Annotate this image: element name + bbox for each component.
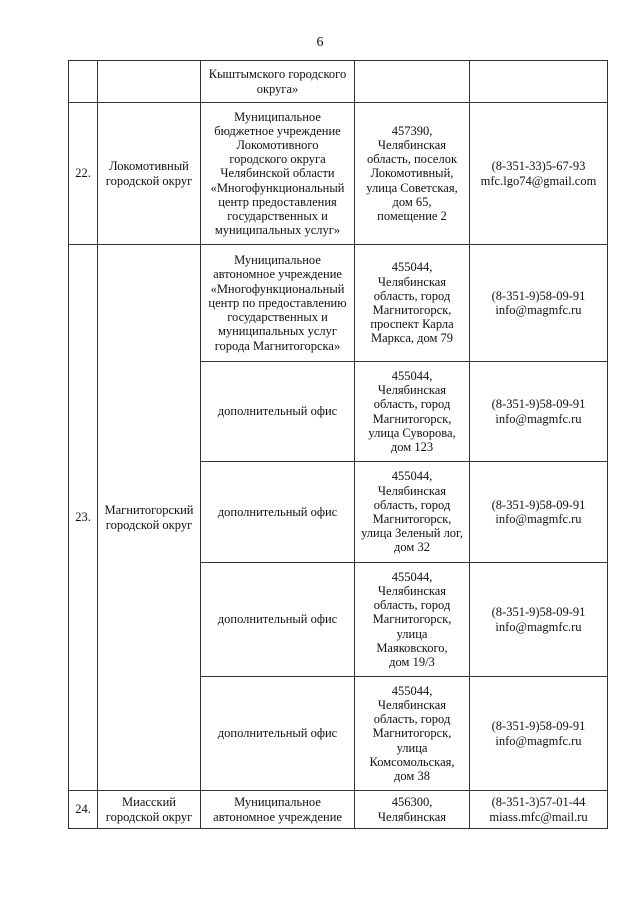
table-row	[69, 245, 608, 362]
organization-cell: дополнительный офис	[201, 563, 355, 677]
address-cell: 455044, Челябинская область, город Магнитогорск, улица Комсомольская, дом 38	[355, 677, 470, 791]
address-cell: 457390, Челябинская область, поселок Локомотивный, улица Советская, дом 65, помещение 2	[355, 103, 470, 245]
contacts-cell: (8-351-9)58-09-91 info@magmfc.ru	[470, 362, 608, 462]
row-number: 22.	[69, 103, 98, 245]
district-cell	[98, 61, 201, 103]
row-number: 24.	[69, 791, 98, 829]
organization-cell: дополнительный офис	[201, 677, 355, 791]
table-row	[69, 61, 608, 103]
organization-cell: дополнительный офис	[201, 462, 355, 563]
organization-cell: Муниципальное бюджетное учреждение Локомотивного городского округа Челябинской области «Многофункциональный центр предоставления государственных и муниципальных услуг»	[201, 103, 355, 245]
mfc-table	[68, 60, 608, 829]
organization-cell: Муниципальное автономное учреждение	[201, 791, 355, 829]
organization-cell: дополнительный офис	[201, 362, 355, 462]
row-number: 23.	[69, 245, 98, 791]
contacts-cell: (8-351-9)58-09-91 info@magmfc.ru	[470, 563, 608, 677]
page-number: 6	[316, 35, 324, 50]
table-row	[69, 791, 608, 829]
district-cell: Магнитогорский городской округ	[98, 245, 201, 791]
table-row	[69, 103, 608, 245]
contacts-cell: (8-351-9)58-09-91 info@magmfc.ru	[470, 462, 608, 563]
contacts-cell: (8-351-9)58-09-91 info@magmfc.ru	[470, 245, 608, 362]
organization-cell: Муниципальное автономное учреждение «Многофункциональный центр по предоставлению государственных и муниципальных услуг города Магнитогорска»	[201, 245, 355, 362]
address-cell: 456300, Челябинская	[355, 791, 470, 829]
contacts-cell: (8-351-33)5-67-93 mfc.lgo74@gmail.com	[470, 103, 608, 245]
address-cell	[355, 61, 470, 103]
contacts-cell: (8-351-9)58-09-91 info@magmfc.ru	[470, 677, 608, 791]
address-cell: 455044, Челябинская область, город Магнитогорск, улица Зеленый лог, дом 32	[355, 462, 470, 563]
address-cell: 455044, Челябинская область, город Магнитогорск, улица Суворова, дом 123	[355, 362, 470, 462]
address-cell: 455044, Челябинская область, город Магнитогорск, проспект Карла Маркса, дом 79	[355, 245, 470, 362]
address-cell: 455044, Челябинская область, город Магнитогорск, улица Маяковского, дом 19/3	[355, 563, 470, 677]
row-number	[69, 61, 98, 103]
district-cell: Локомотивный городской округ	[98, 103, 201, 245]
organization-cell: Кыштымского городского округа»	[201, 61, 355, 103]
contacts-cell	[470, 61, 608, 103]
district-cell: Миасский городской округ	[98, 791, 201, 829]
contacts-cell: (8-351-3)57-01-44 miass.mfc@mail.ru	[470, 791, 608, 829]
